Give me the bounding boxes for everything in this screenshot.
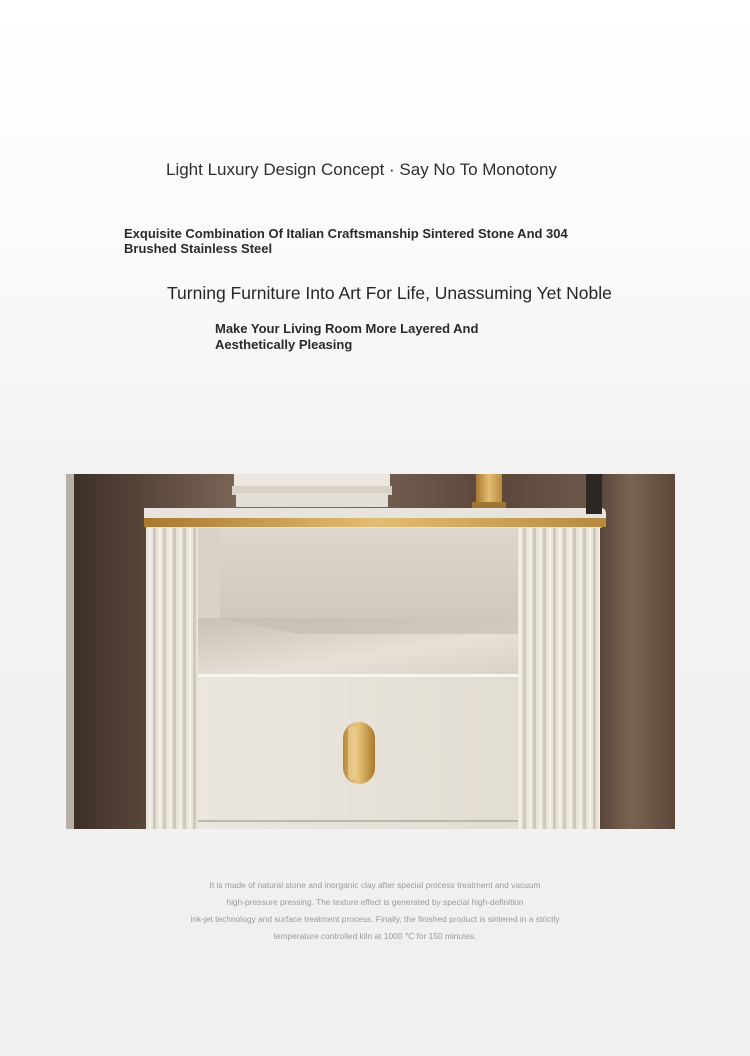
material-description [150,877,600,945]
description-line: temperature controlled kiln at 1000 ℃ for 150 minutes. [273,931,477,941]
subheadline: Exquisite Combination Of Italian Craftsmanship Sintered Stone And 304 Brushed Stainless Steel [124,226,568,256]
drawer-handle [343,722,375,784]
headline: Light Luxury Design Concept · Say No To Monotony [166,160,557,179]
description-line: ink-jet technology and surface treatment process. Finally, the finished product is sintered in a strictly [190,914,560,924]
description-line: high-pressure pressing. The texture effect is generated by special high-definition [226,897,524,907]
caption: Make Your Living Room More Layered And Aesthetically Pleasing [215,321,479,352]
nightstand-photo [66,474,675,829]
description-line: It is made of natural stone and inorganic clay after special process treatment and vacuum [209,880,541,890]
tagline: Turning Furniture Into Art For Life, Unassuming Yet Noble [167,283,612,303]
